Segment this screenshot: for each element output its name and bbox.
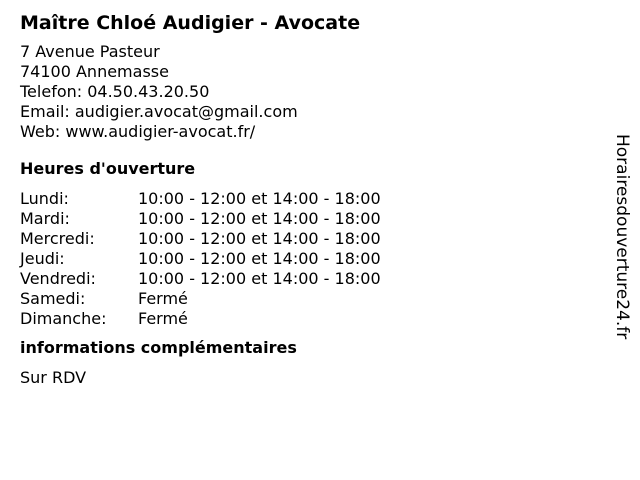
opening-hours-heading: Heures d'ouverture	[20, 159, 196, 178]
address-street: 7 Avenue Pasteur	[20, 42, 160, 61]
day-label: Samedi:	[20, 289, 86, 308]
day-hours: Fermé	[138, 309, 188, 328]
day-label: Dimanche:	[20, 309, 107, 328]
email-line: Email: audigier.avocat@gmail.com	[20, 102, 298, 121]
business-card	[20, 10, 600, 388]
day-hours: 10:00 - 12:00 et 14:00 - 18:00	[138, 229, 381, 248]
page-title: Maître Chloé Audigier - Avocate	[20, 12, 361, 34]
additional-info-heading: informations complémentaires	[20, 338, 297, 357]
web-line: Web: www.audigier-avocat.fr/	[20, 122, 256, 141]
hours-row-sunday	[20, 309, 600, 329]
day-label: Mardi:	[20, 209, 70, 228]
day-hours: Fermé	[138, 289, 188, 308]
hours-row-monday	[20, 189, 600, 209]
day-hours: 10:00 - 12:00 et 14:00 - 18:00	[138, 209, 381, 228]
hours-row-wednesday	[20, 229, 600, 249]
day-label: Lundi:	[20, 189, 69, 208]
hours-row-thursday	[20, 249, 600, 269]
hours-row-friday	[20, 269, 600, 289]
day-label: Mercredi:	[20, 229, 95, 248]
hours-row-saturday	[20, 289, 600, 309]
additional-info-text: Sur RDV	[20, 368, 87, 387]
day-hours: 10:00 - 12:00 et 14:00 - 18:00	[138, 269, 381, 288]
day-hours: 10:00 - 12:00 et 14:00 - 18:00	[138, 189, 381, 208]
hours-row-tuesday	[20, 209, 600, 229]
site-watermark: Horairesdouverture24.fr	[612, 134, 632, 340]
contact-block	[20, 42, 600, 142]
day-label: Vendredi:	[20, 269, 96, 288]
phone-line: Telefon: 04.50.43.20.50	[20, 82, 210, 101]
day-hours: 10:00 - 12:00 et 14:00 - 18:00	[138, 249, 381, 268]
address-city: 74100 Annemasse	[20, 62, 169, 81]
day-label: Jeudi:	[20, 249, 65, 268]
opening-hours-table	[20, 189, 600, 329]
